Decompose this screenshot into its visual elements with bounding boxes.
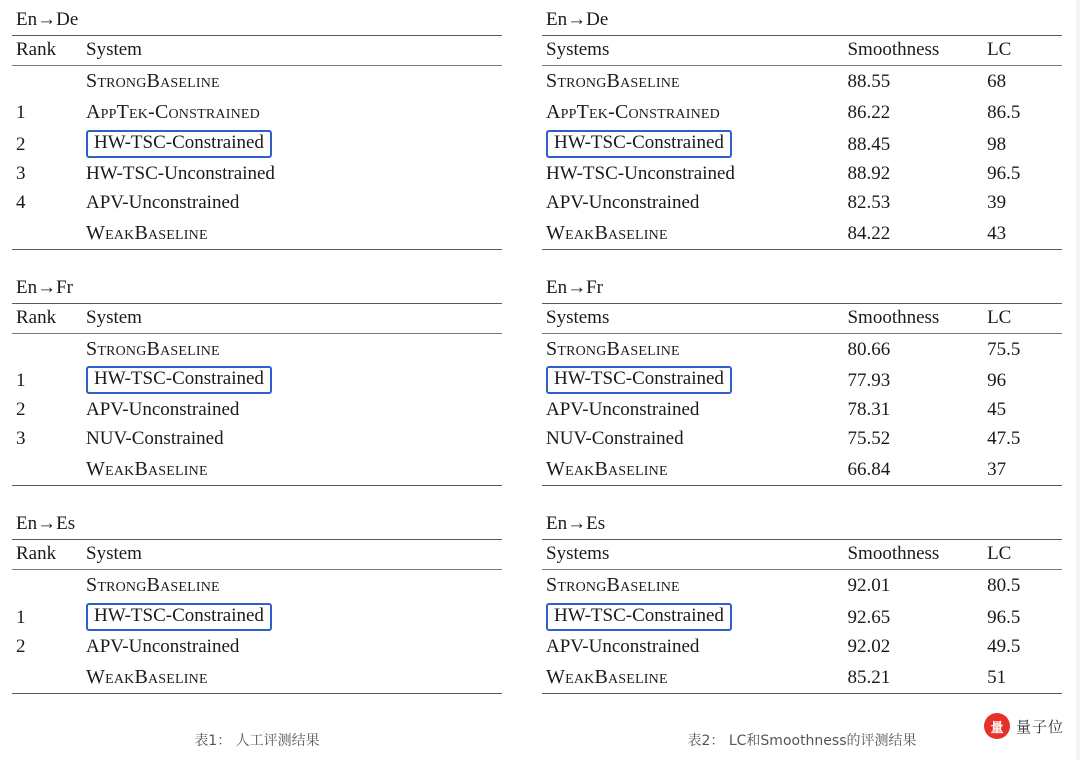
cell-rank <box>12 570 82 601</box>
table-right-enfr <box>542 274 1062 489</box>
table-title: En→De <box>16 9 79 30</box>
cell-lc: 96.5 <box>987 162 1021 184</box>
cell-system: StrongBaseline <box>546 574 680 597</box>
table-row-highlighted <box>12 364 502 396</box>
cell-smoothness: 66.84 <box>847 459 891 481</box>
cell-rank: 2 <box>16 133 26 155</box>
table-row <box>542 160 1062 189</box>
cell-system: WeakBaseline <box>546 221 668 244</box>
right-column <box>542 6 1062 718</box>
column-header-systems: Systems <box>542 35 843 65</box>
table-left-enfr <box>12 274 502 489</box>
cell-smoothness: 82.53 <box>847 191 891 213</box>
column-header-system: System <box>82 303 502 333</box>
table-row <box>12 662 502 693</box>
table-row-highlighted <box>12 601 502 633</box>
table-title: En→Es <box>546 513 606 535</box>
table-row <box>542 97 1062 128</box>
cell-lc: 49.5 <box>987 635 1021 657</box>
table-row <box>542 662 1062 693</box>
table-row <box>12 570 502 601</box>
table-title-row <box>542 6 1062 35</box>
table-row <box>542 425 1062 454</box>
cell-rank: 2 <box>16 399 26 421</box>
caption-table2: 表2： LC和Smoothness的评测结果 <box>687 732 917 749</box>
cell-smoothness: 88.55 <box>843 65 983 96</box>
watermark-label: 量子位 <box>1015 717 1064 736</box>
cell-system: StrongBaseline <box>546 69 680 92</box>
table-row <box>542 218 1062 249</box>
cell-smoothness: 88.92 <box>847 162 891 184</box>
column-header-rank: Rank <box>12 35 82 65</box>
column-header-systems: Systems <box>542 303 843 333</box>
table-row <box>12 633 502 662</box>
cell-rank <box>12 65 82 96</box>
column-header-lc: LC <box>983 35 1062 65</box>
cell-lc: 96 <box>987 370 1007 392</box>
column-header-rank: Rank <box>12 540 82 570</box>
cell-system: WeakBaseline <box>86 221 208 244</box>
table-title: En→De <box>546 9 609 30</box>
cell-system: WeakBaseline <box>546 458 668 481</box>
table-header-row <box>12 540 502 570</box>
cell-system-highlighted: HW-TSC-Constrained <box>86 366 272 394</box>
cell-rank <box>12 333 82 364</box>
cell-smoothness: 88.45 <box>847 133 891 155</box>
column-header-smoothness: Smoothness <box>843 303 983 333</box>
table-row <box>12 396 502 425</box>
cell-smoothness: 92.02 <box>847 635 891 657</box>
table-header-row <box>542 35 1062 65</box>
cell-system: APV-Unconstrained <box>546 399 700 421</box>
table-bottom-rule <box>542 486 1062 489</box>
table-header-row <box>542 303 1062 333</box>
cell-system-highlighted: HW-TSC-Constrained <box>546 130 732 158</box>
table-row-highlighted <box>12 128 502 160</box>
cell-smoothness: 84.22 <box>847 222 891 244</box>
cell-smoothness: 75.52 <box>847 428 891 450</box>
cell-system: APV-Unconstrained <box>86 399 240 421</box>
cell-system: StrongBaseline <box>546 337 680 360</box>
table-title-row <box>12 510 502 539</box>
cell-system: StrongBaseline <box>86 574 220 597</box>
cell-system: APV-Unconstrained <box>546 635 700 657</box>
cell-system: APV-Unconstrained <box>546 191 700 213</box>
table-left-enes <box>12 510 502 696</box>
cell-lc: 68 <box>983 65 1062 96</box>
cell-lc: 86.5 <box>987 101 1021 123</box>
table-row <box>542 65 1062 96</box>
column-header-smoothness: Smoothness <box>843 540 983 570</box>
cell-lc: 45 <box>987 399 1007 421</box>
cell-system: HW-TSC-Unconstrained <box>546 162 735 184</box>
table-row <box>12 65 502 96</box>
table-right-ende <box>542 6 1062 252</box>
table-title: En→Fr <box>546 276 603 298</box>
cell-lc: 51 <box>987 666 1007 688</box>
cell-lc: 96.5 <box>987 606 1021 628</box>
table-left-ende <box>12 6 502 252</box>
cell-lc: 80.5 <box>983 570 1062 601</box>
table-row-highlighted <box>542 364 1062 396</box>
cell-smoothness: 85.21 <box>847 666 891 688</box>
column-header-smoothness: Smoothness <box>843 35 983 65</box>
watermark-badge <box>978 710 1070 742</box>
cell-system-highlighted: HW-TSC-Constrained <box>86 603 272 631</box>
table-row <box>542 633 1062 662</box>
caption-table1: 表1： 人工评测结果 <box>194 732 320 749</box>
table-row <box>12 333 502 364</box>
tables-columns <box>12 6 1068 718</box>
cell-rank: 3 <box>16 428 26 450</box>
cell-system: AppTek-Constrained <box>86 100 260 123</box>
cell-system: StrongBaseline <box>86 69 220 92</box>
table-row-highlighted <box>542 128 1062 160</box>
table-bottom-rule <box>542 693 1062 696</box>
cell-smoothness: 80.66 <box>843 333 983 364</box>
cell-rank <box>12 218 82 249</box>
cell-lc: 43 <box>987 222 1007 244</box>
cell-rank: 1 <box>16 101 26 123</box>
table-row-highlighted <box>542 601 1062 633</box>
cell-rank: 2 <box>16 635 26 657</box>
table-title: En→Es <box>16 513 76 535</box>
table-header-row <box>12 303 502 333</box>
table-row <box>542 396 1062 425</box>
table-row <box>12 189 502 218</box>
table-title-row <box>12 274 502 303</box>
cell-system: APV-Unconstrained <box>86 635 240 657</box>
cell-system: StrongBaseline <box>86 337 220 360</box>
table-title: En→Fr <box>16 276 73 298</box>
figure-captions <box>12 720 1068 750</box>
column-header-systems: Systems <box>542 540 843 570</box>
page-edge-strip <box>1076 0 1080 760</box>
cell-system: HW-TSC-Unconstrained <box>86 162 275 184</box>
table-header-row <box>12 35 502 65</box>
table-bottom-rule <box>542 249 1062 252</box>
table-row <box>12 425 502 454</box>
watermark-logo-icon: 量 <box>984 713 1010 739</box>
cell-smoothness: 92.01 <box>843 570 983 601</box>
cell-system: NUV-Constrained <box>546 428 684 450</box>
cell-system: APV-Unconstrained <box>86 191 240 213</box>
cell-rank <box>12 662 82 693</box>
cell-rank: 4 <box>16 191 26 213</box>
table-title-row <box>542 510 1062 539</box>
cell-rank: 3 <box>16 162 26 184</box>
column-header-rank: Rank <box>12 303 82 333</box>
table-right-enes <box>542 510 1062 696</box>
table-title-row <box>542 274 1062 303</box>
table-row <box>542 333 1062 364</box>
cell-rank <box>12 454 82 485</box>
cell-system: WeakBaseline <box>86 458 208 481</box>
table-row <box>542 189 1062 218</box>
table-title-row <box>12 6 502 35</box>
table-bottom-rule <box>12 249 502 252</box>
table-row <box>12 160 502 189</box>
cell-system: WeakBaseline <box>86 665 208 688</box>
cell-lc: 37 <box>987 459 1007 481</box>
cell-system-highlighted: HW-TSC-Constrained <box>546 603 732 631</box>
cell-lc: 98 <box>987 133 1007 155</box>
table-bottom-rule <box>12 486 502 489</box>
cell-system-highlighted: HW-TSC-Constrained <box>546 366 732 394</box>
column-header-lc: LC <box>983 540 1062 570</box>
column-header-lc: LC <box>983 303 1062 333</box>
table-row <box>542 454 1062 485</box>
table-header-row <box>542 540 1062 570</box>
cell-lc: 39 <box>987 191 1007 213</box>
cell-lc: 75.5 <box>983 333 1062 364</box>
cell-system-highlighted: HW-TSC-Constrained <box>86 130 272 158</box>
cell-lc: 47.5 <box>987 428 1021 450</box>
cell-smoothness: 86.22 <box>847 101 891 123</box>
table-bottom-rule <box>12 693 502 696</box>
cell-system: WeakBaseline <box>546 665 668 688</box>
cell-system: NUV-Constrained <box>86 428 224 450</box>
cell-rank: 1 <box>16 606 26 628</box>
cell-system: AppTek-Constrained <box>546 100 720 123</box>
table-row <box>12 454 502 485</box>
column-header-system: System <box>82 540 502 570</box>
column-header-system: System <box>82 35 502 65</box>
table-row <box>542 570 1062 601</box>
cell-smoothness: 77.93 <box>847 370 891 392</box>
cell-rank: 1 <box>16 370 26 392</box>
left-column <box>12 6 502 718</box>
table-row <box>12 97 502 128</box>
cell-smoothness: 78.31 <box>847 399 891 421</box>
table-row <box>12 218 502 249</box>
cell-smoothness: 92.65 <box>847 606 891 628</box>
